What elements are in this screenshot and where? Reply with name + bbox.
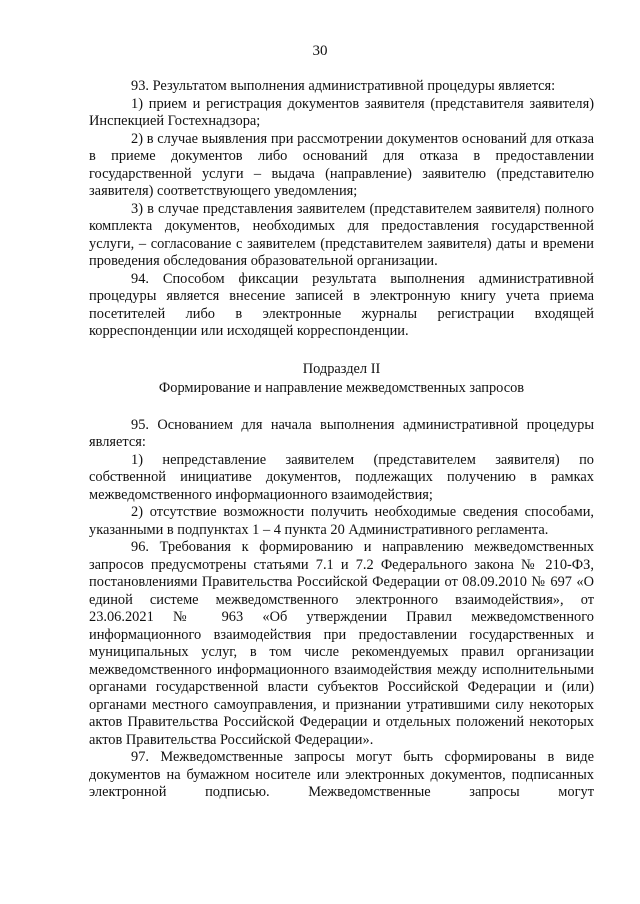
subsection-heading: Формирование и направление межведомственных запросов xyxy=(158,380,525,396)
paragraph-93-item-3: 3) в случае представления заявителем (представителем заявителя) полного комплекта документов, необходимых для предоставления государственной услуги, – согласование с заявителем (представителем заявителя) даты и времени проведения обследования образовательной организации. xyxy=(89,200,594,269)
page-number: 30 xyxy=(312,43,328,59)
paragraph-93: 93. Результатом выполнения административной процедуры является: xyxy=(131,78,556,94)
paragraph-94: 94. Способом фиксации результата выполнения административной процедуры является внесение записей в электронную книгу учета приема посетителей либо в электронные журналы регистрации входящей корреспонденции или исходящей корреспонденции. xyxy=(89,270,594,339)
paragraph-95-item-1: 1) непредставление заявителем (представителем заявителя) по собственной инициативе документов, подлежащих получению в рамках межведомственного информационного взаимодействия; xyxy=(89,451,594,503)
paragraph-95-item-2: 2) отсутствие возможности получить необходимые сведения способами, указанными в подпунктах 1 – 4 пункта 20 Административного регламента. xyxy=(89,504,594,538)
paragraph-93-item-2: 2) в случае выявления при рассмотрении документов оснований для отказа в приеме документов либо оснований для отказа в предоставлении государственной услуги – выдача (направление) заявителю (представителю заявителя) соответствующего уведомления; xyxy=(89,130,594,199)
subsection-title: Подраздел II xyxy=(302,360,381,377)
paragraph-96: 96. Требования к формированию и направлению межведомственных запросов предусмотрены статьями 7.1 и 7.2 Федерального закона № 210-ФЗ, постановлениями Правительства Российской Федерации от 08.09.2010 № 697 «О единой системе межведомственного электронного взаимодействия», от 23.06.2021 № 963 «Об утверждении Правил межведомственного информационного взаимодействия при предоставлении государственных и муниципальных услуг, в том числе рекомендуемых правил организации межведомственного информационного взаимодействия между исполнительными органами государственной власти субъектов Российской Федерации и (или) органами местного самоуправления, и признании утратившими силу некоторых актов Правительства Российской Федерации и отдельных положений некоторых актов Правительства Российской Федерации». xyxy=(89,539,594,748)
document-body xyxy=(89,78,594,802)
paragraph-93-item-1: 1) прием и регистрация документов заявителя (представителя заявителя) Инспекцией Гостехнадзора; xyxy=(89,95,594,129)
paragraph-97: 97. Межведомственные запросы могут быть сформированы в виде документов на бумажном носителе или электронных документов, подписанных электронной подписью. Межведомственные запросы могут xyxy=(89,749,594,800)
paragraph-95: 95. Основанием для начала выполнения административной процедуры является: xyxy=(89,416,594,450)
